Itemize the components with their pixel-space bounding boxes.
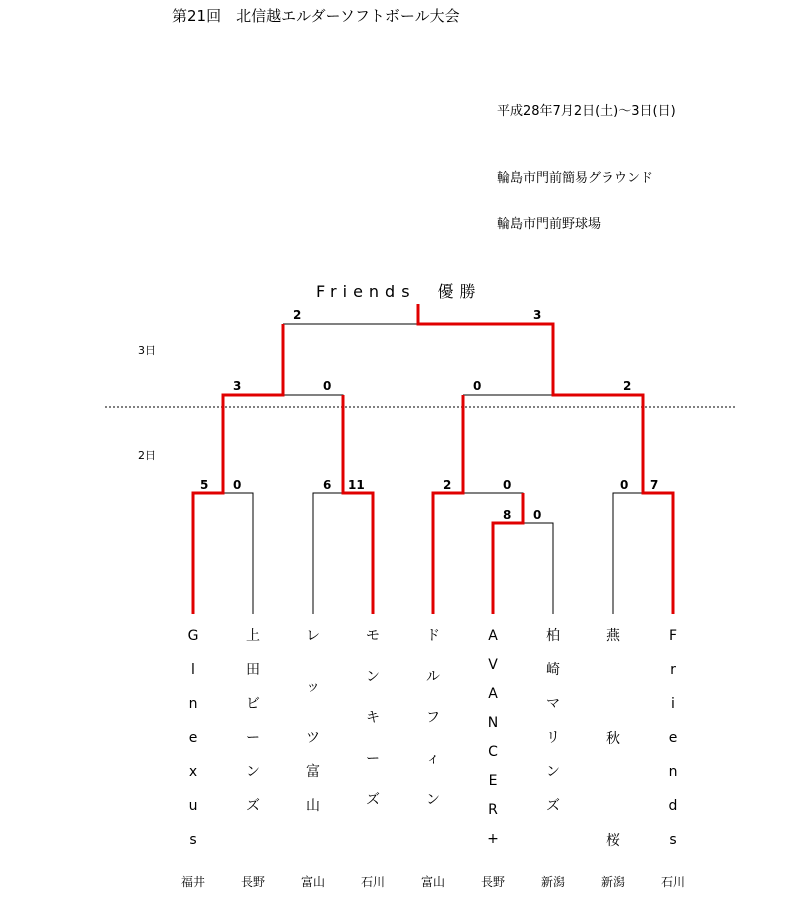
tournament-title: 第21回 北信越エルダーソフトボール大会: [172, 7, 460, 25]
team-name-char: ズ: [546, 798, 560, 814]
team-name-char: E: [488, 773, 498, 789]
score-r1b-right: 11: [348, 478, 365, 492]
team-name-char: ッ: [306, 679, 320, 695]
team-name-char: u: [188, 798, 198, 814]
score-final-left: 2: [293, 308, 302, 322]
team-name-char: ズ: [366, 792, 380, 808]
team-prefecture: 新潟: [540, 875, 565, 889]
team-prefecture: 石川: [660, 875, 685, 889]
team-name-char: R: [488, 802, 498, 818]
team-name-char: e: [668, 730, 678, 746]
team-name-char: N: [487, 715, 499, 731]
bracket-lines-red: [193, 304, 673, 614]
team-name-char: ン: [246, 764, 260, 780]
venue-1: 輪島市門前簡易グラウンド: [497, 171, 654, 186]
team-name-char: キ: [366, 710, 380, 726]
team-name-char: 燕: [606, 628, 620, 644]
team-name-char: ド: [426, 628, 440, 644]
score-r1a-right: 0: [233, 478, 242, 492]
team-name-char: マ: [546, 696, 560, 712]
team-name-char: s: [669, 832, 677, 848]
team-name-char: ィ: [426, 751, 440, 767]
team-name-char: V: [488, 657, 498, 673]
score-r1d-right: 7: [650, 478, 659, 492]
team-name-char: ビ: [246, 696, 260, 712]
team-name-char: C: [488, 744, 498, 760]
score-r1c-right: 0: [503, 478, 512, 492]
score-r1d-left: 0: [620, 478, 629, 492]
day-label-2: 2日: [138, 449, 156, 462]
team-name-char: 秋: [606, 730, 620, 747]
team-name-char: モ: [366, 628, 380, 644]
venue-2: 輪島市門前野球場: [497, 217, 602, 232]
team-name-char: ー: [246, 730, 260, 746]
team-name-char: 上: [246, 628, 260, 644]
team-name-char: レ: [306, 628, 320, 644]
score-semi1-right: 0: [323, 379, 332, 393]
team-prefecture: 長野: [240, 875, 265, 889]
team-prefecture: 富山: [300, 875, 325, 889]
team-name-char: ン: [546, 764, 560, 780]
team-prefecture: 富山: [420, 875, 445, 889]
score-semi2-left: 0: [473, 379, 482, 393]
team-name-char: e: [188, 730, 198, 746]
team-name-char: ズ: [246, 798, 260, 814]
team-name-char: ー: [366, 751, 380, 767]
team-prefecture: 長野: [480, 875, 505, 889]
team-name-char: ツ: [306, 730, 320, 746]
team-name-char: A: [488, 628, 498, 644]
score-prelim-left: 8: [503, 508, 512, 522]
team-name-char: 富: [306, 764, 320, 780]
team-name-char: n: [188, 696, 198, 712]
team-name-char: 柏: [546, 628, 560, 644]
team-name-char: l: [191, 662, 195, 678]
team-name-char: ン: [366, 669, 380, 685]
team-name-char: F: [668, 628, 678, 644]
champion-label: Friends 優勝: [316, 282, 482, 301]
score-semi1-left: 3: [233, 379, 242, 393]
team-name-char: 崎: [546, 662, 560, 678]
team-name-char: i: [671, 696, 675, 712]
team-prefecture: 福井: [180, 875, 205, 889]
team-name-char: A: [488, 686, 498, 702]
team-name-char: 山: [306, 798, 320, 814]
team-name-char: ル: [426, 669, 440, 685]
team-name-char: 桜: [606, 833, 620, 849]
team-name-char: r: [670, 662, 676, 678]
team-name-char: 田: [246, 662, 260, 678]
team-prefecture: 新潟: [600, 875, 625, 889]
score-prelim-right: 0: [533, 508, 542, 522]
team-name-char: G: [187, 628, 199, 644]
team-name-char: s: [189, 832, 197, 848]
team-name-char: フ: [426, 710, 440, 726]
tournament-date: 平成28年7月2日(土)～3日(日): [497, 104, 676, 119]
team-name-char: n: [668, 764, 678, 780]
score-final-right: 3: [533, 308, 542, 322]
team-name-char: ン: [426, 792, 440, 808]
team-name-char: d: [668, 798, 678, 814]
team-name-char: リ: [546, 730, 560, 746]
score-r1b-left: 6: [323, 478, 332, 492]
day-label-3: 3日: [138, 344, 156, 357]
score-r1a-left: 5: [200, 478, 209, 492]
team-name-char: +: [487, 831, 499, 847]
score-r1c-left: 2: [443, 478, 452, 492]
team-prefecture: 石川: [360, 875, 385, 889]
team-name-char: x: [188, 764, 198, 780]
score-semi2-right: 2: [623, 379, 632, 393]
